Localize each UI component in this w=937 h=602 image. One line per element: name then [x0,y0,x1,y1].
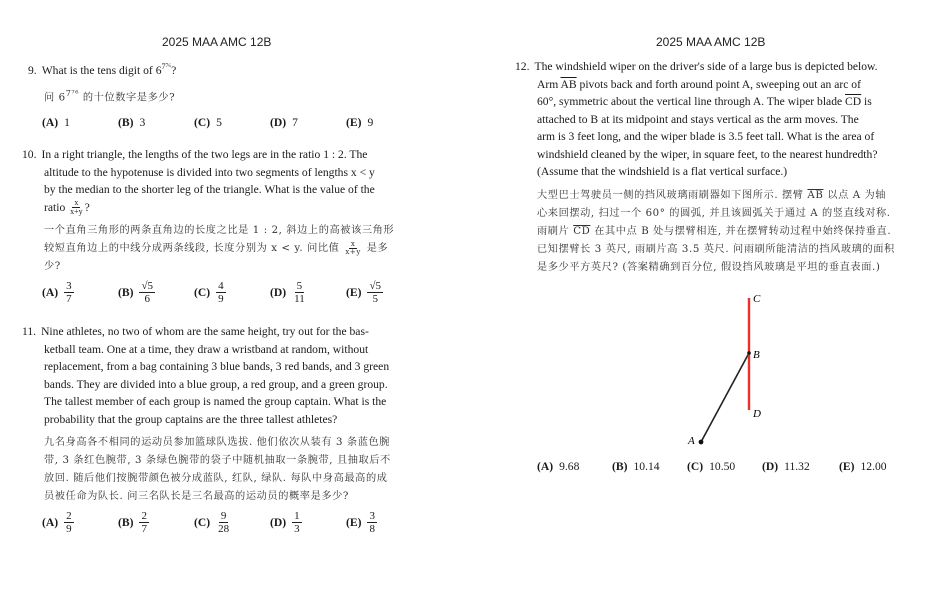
question-12 [515,58,920,277]
question-number: 11. [22,325,37,338]
denominator: x+y [70,207,83,217]
text: The windshield wiper on the driver's side of a large bus is depicted below. [534,60,878,73]
choice-b[interactable] [118,114,194,132]
question-9-chinese [44,85,428,107]
text: 大型巴士驾驶员一侧的挡风玻璃雨刷器如下图所示. 摆臂 [537,189,808,201]
choice-value: 1 [64,115,70,129]
numerator: 3 [66,280,72,293]
segment-ab: $\overline{AB}$ [560,77,577,91]
choice-d[interactable] [270,510,346,535]
choice-c[interactable] [194,114,270,132]
choice-d[interactable] [762,458,839,476]
answer-choices [42,510,426,535]
text: 带, 3 条红色腕带, 3 条绿色腕带的袋子中随机抽取一条腕带, 且抽取后不 [44,455,391,466]
choice-value: 10.50 [709,460,736,473]
text: 是多 [366,243,389,255]
choice-fraction [367,510,377,535]
text: In a right triangle, the lengths of the two legs are in the ratio 1 : 2. The [41,148,368,161]
text: What is the tens digit of 6 [41,63,162,77]
text: 在其中点 B 处与摆臂相连, 并在摆臂转动过程中始终保持垂直. [590,225,892,237]
text: ratio [44,200,66,214]
choice-value: 3 [139,115,146,129]
choice-label: (D) [270,115,287,129]
choice-value: 9 [367,115,374,129]
exponent: 7⁷⁶ [65,89,80,99]
choice-fraction [64,510,74,535]
choice-label: (B) [118,115,134,129]
text: 放回. 随后他们按腕带颜色被分成蓝队, 红队, 绿队. 每队中身高最高的成 [44,473,388,484]
choice-fraction [292,510,302,535]
text: Nine athletes, no two of whom are the same height, try out for the bas- [41,325,369,338]
text: pivots back and forth around point A, sweeping out an arc of [576,77,861,91]
choice-value: 5 [216,115,222,129]
numerator: 4 [218,280,224,293]
text: altitude to the hypotenuse is divided into two segments of lengths x < y [44,165,375,179]
answer-choices [42,280,426,305]
choice-fraction [216,280,226,305]
pivot-point-a [699,440,704,445]
choice-e[interactable] [839,458,914,476]
numerator: 2 [141,510,147,522]
segment-cd: $\overline{CD}$ [573,225,591,237]
point-b [747,351,751,355]
exponent: 7⁷⁶ [161,62,172,71]
choice-label: (C) [194,115,211,129]
choice-c[interactable] [687,458,762,476]
answer-choices [42,114,428,132]
text: 已知摆臂长 3 英尺, 雨刷片高 3.5 英尺. 问雨刷所能清洁的挡风玻璃的面积 [537,243,895,255]
text: 较短直角边上的中线分成两条线段, 长度分别为 x < y. 问比值 [44,243,340,255]
denominator: 28 [218,523,230,535]
choice-e[interactable] [346,280,422,305]
choice-fraction [64,280,74,305]
choice-label: (B) [118,286,134,300]
choice-label: (C) [194,286,211,300]
choice-value: 12.00 [860,460,887,473]
question-10 [22,146,426,305]
choice-value: 10.14 [633,460,660,473]
choice-label: (A) [42,286,59,300]
question-12-text [515,58,920,181]
numerator: 2 [66,510,72,522]
choice-b[interactable] [118,510,194,535]
right-page-header: 2025 MAA AMC 12B [656,35,766,49]
choice-e[interactable] [346,510,422,535]
question-9-text [28,58,428,79]
segment-cd: $\overline{CD}$ [845,95,862,108]
choice-c[interactable] [194,280,270,305]
choice-fraction [216,510,231,535]
text: by the median to the shorter leg of the triangle. What is the value of the [44,183,375,196]
choice-label: (E) [346,115,362,129]
denominator: 9 [66,523,72,535]
denominator: x+y [345,247,361,256]
question-12-choices [537,458,937,476]
choice-label: (D) [270,515,287,529]
ratio-fraction [343,241,363,256]
ratio-fraction [68,199,85,216]
numerator: 1 [294,510,300,522]
denominator: 6 [144,293,150,306]
choice-label: (E) [839,460,855,473]
text: 一个直角三角形的两条直角边的长度之比是 1 : 2, 斜边上的高被该三角形 [44,225,395,237]
choice-e[interactable] [346,114,422,132]
question-9 [28,58,428,131]
question-10-chinese [44,222,426,276]
choice-label: (D) [270,286,287,300]
text: 心来回摆动, 扫过一个 60° 的圆弧, 并且该圆弧关于通过 A 的竖直线对称. [537,207,891,219]
choice-a[interactable] [537,458,612,476]
label-b: B [753,349,760,361]
text: The tallest member of each group is named the group captain. What is the [44,395,387,408]
answer-choices [537,458,937,476]
text: 以点 A 为轴 [823,189,887,201]
text: 少? [44,261,61,273]
text: probability that the group captains are the three tallest athletes? [44,412,338,426]
choice-fraction [139,510,149,535]
numerator: √5 [369,280,382,293]
denominator: 7 [66,293,72,306]
choice-label: (B) [118,515,134,529]
numerator: 5 [296,280,303,293]
choice-b[interactable] [612,458,687,476]
text: 60°, symmetric about the vertical line through A. The wiper blade [537,95,846,108]
question-number: 10. [22,148,37,161]
text: Arm [537,77,561,91]
choice-b[interactable] [118,280,194,305]
text: replacement, from a bag containing 3 blue bands, 3 red bands, and 3 green [44,360,390,373]
question-12-chinese [537,187,920,277]
choice-label: (A) [537,460,554,473]
numerator: √5 [141,280,154,293]
choice-a[interactable] [42,114,118,132]
denominator: 9 [218,293,224,306]
choice-label: (E) [346,515,362,529]
denominator: 5 [372,293,378,306]
text: 是多少平方英尺? (答案精确到百分位, 假设挡风玻璃是平坦的垂直表面.) [537,261,881,273]
question-11-text [22,323,426,428]
question-number: 9. [28,63,37,77]
choice-label: (D) [762,460,779,473]
choice-label: (E) [346,286,362,300]
question-11-chinese [44,434,426,506]
choice-label: (A) [42,515,59,529]
choice-a[interactable] [42,280,118,305]
question-10-text [22,146,426,216]
text: 的十位数字是多少? [79,92,176,104]
choice-fraction [292,280,307,305]
choice-c[interactable] [194,510,270,535]
wiper-diagram [600,286,780,451]
choice-value: 7 [292,115,298,129]
choice-label: (C) [687,460,704,473]
text: 问 6 [44,92,66,104]
choice-value: 9.68 [559,460,580,473]
segment-ab: $\overline{AB}$ [807,189,824,201]
numerator: 3 [369,510,375,522]
choice-d[interactable] [270,280,346,305]
label-d: D [753,408,761,420]
choice-label: (A) [42,115,59,129]
label-a: A [688,435,695,447]
wiper-arm [701,353,749,442]
denominator: 8 [369,523,375,535]
label-c: C [753,293,761,305]
text: arm is 3 feet long, and the wiper blade is 3.5 feet tall. What is the area of [537,130,875,143]
choice-d[interactable] [270,114,346,132]
numerator: x [350,239,356,248]
text: windshield cleaned by the wiper, in square feet, to the nearest hundredth? [537,147,878,161]
denominator: 3 [294,523,300,535]
text: ? [171,63,177,77]
text: 九名身高各不相同的运动员参加篮球队选拔. 他们依次从装有 3 条蓝色腕 [44,437,391,448]
text: ? [84,200,90,214]
left-page-header: 2025 MAA AMC 12B [162,35,272,49]
choice-a[interactable] [42,510,118,535]
denominator: 11 [294,293,305,306]
choice-fraction [367,280,383,305]
text: attached to B at its midpoint and stays vertical as the arm moves. The [537,112,859,126]
choice-label: (C) [194,515,211,529]
choice-label: (B) [612,460,628,473]
text: 员被任命为队长. 问三名队长是三名最高的运动员的概率是多少? [44,491,349,502]
numerator: 9 [220,510,227,522]
text: is [861,95,872,108]
question-number: 12. [515,60,530,73]
text: bands. They are divided into a blue group, a red group, and a green group. [44,377,388,391]
numerator: x [74,198,79,208]
denominator: 7 [141,523,147,535]
text: (Assume that the windshield is a flat vertical surface.) [537,165,788,178]
text: 雨刷片 [537,225,574,237]
choice-fraction [139,280,155,305]
choice-value: 11.32 [784,460,810,473]
question-11 [22,323,426,535]
text: ketball team. One at a time, they draw a wristband at random, without [44,342,369,356]
